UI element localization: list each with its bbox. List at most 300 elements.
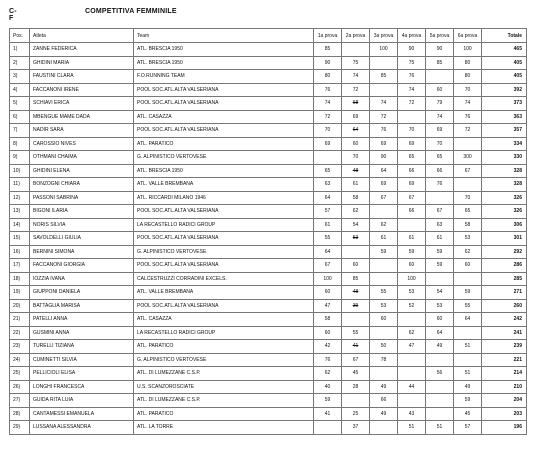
round-3-cell: 74 — [370, 97, 398, 111]
total-cell: 306 — [482, 218, 527, 232]
round-1-cell — [314, 421, 342, 435]
round-3-cell: 90 — [370, 151, 398, 165]
total-cell: 285 — [482, 272, 527, 286]
round-1-cell: 47 — [314, 299, 342, 313]
round-3-cell: 85 — [370, 70, 398, 84]
round-6-cell — [454, 326, 482, 340]
round-2-cell: 58 — [342, 191, 370, 205]
round-6-cell: 51 — [454, 367, 482, 381]
team-cell: G. ALPINISTICO VERTOVESE — [134, 245, 314, 259]
athlete-cell: TURELLI TIZIANA — [30, 340, 134, 354]
position-cell: 11) — [10, 178, 30, 192]
total-cell: 196 — [482, 421, 527, 435]
position-cell: 22) — [10, 326, 30, 340]
team-cell: ATL. DI LUMEZZANE C.S.P. — [134, 367, 314, 381]
round-6-cell: 51 — [454, 340, 482, 354]
round-2-cell: 75 — [342, 56, 370, 70]
col-header-round-6: 6a prova — [454, 29, 482, 43]
team-cell: POOL SOC.ATL.ALTA VALSERIANA — [134, 124, 314, 138]
table-row — [10, 56, 527, 70]
athlete-cell: CAROSSIO NIVES — [30, 137, 134, 151]
round-2-cell — [342, 43, 370, 57]
round-1-cell: 62 — [314, 367, 342, 381]
standings-body — [10, 43, 527, 435]
round-5-cell: 85 — [426, 56, 454, 70]
round-2-cell: 53 — [342, 232, 370, 246]
round-2-cell: 45 — [342, 367, 370, 381]
round-3-cell: 53 — [370, 299, 398, 313]
round-3-cell: 61 — [370, 232, 398, 246]
position-cell: 28) — [10, 407, 30, 421]
round-2-cell: 74 — [342, 70, 370, 84]
table-row — [10, 272, 527, 286]
total-cell: 328 — [482, 164, 527, 178]
round-3-cell — [370, 367, 398, 381]
table-row — [10, 407, 527, 421]
round-2-cell: 54 — [342, 218, 370, 232]
total-cell: 357 — [482, 124, 527, 138]
team-cell: ATL. BRESCIA 1950 — [134, 56, 314, 70]
round-6-cell: 49 — [454, 380, 482, 394]
round-1-cell: 80 — [314, 70, 342, 84]
round-2-cell: 72 — [342, 83, 370, 97]
round-1-cell: 60 — [314, 326, 342, 340]
round-4-cell: 59 — [398, 245, 426, 259]
team-cell: LA RECASTELLO RADICI GROUP — [134, 218, 314, 232]
total-cell: 334 — [482, 137, 527, 151]
team-cell: POOL SOC.ATL.ALTA VALSERIANA — [134, 259, 314, 273]
round-5-cell: 54 — [426, 286, 454, 300]
round-2-cell: 62 — [342, 205, 370, 219]
round-1-cell: 100 — [314, 272, 342, 286]
round-1-cell: 67 — [314, 259, 342, 273]
round-5-cell: 56 — [426, 367, 454, 381]
round-6-cell: 53 — [454, 232, 482, 246]
round-6-cell: 55 — [454, 299, 482, 313]
team-cell: ATL. PARATICO — [134, 407, 314, 421]
round-2-cell: 70 — [342, 151, 370, 165]
round-3-cell: 100 — [370, 43, 398, 57]
round-5-cell — [426, 353, 454, 367]
position-cell: 24) — [10, 353, 30, 367]
round-4-cell: 43 — [398, 407, 426, 421]
total-cell: 301 — [482, 232, 527, 246]
table-row — [10, 83, 527, 97]
round-6-cell: 59 — [454, 394, 482, 408]
table-row — [10, 353, 527, 367]
team-cell: ATL. DI LUMEZZANE C.S.P. — [134, 394, 314, 408]
table-row — [10, 259, 527, 273]
position-cell: 1) — [10, 43, 30, 57]
position-cell: 3) — [10, 70, 30, 84]
round-3-cell: 59 — [370, 245, 398, 259]
position-cell: 12) — [10, 191, 30, 205]
position-cell: 2) — [10, 56, 30, 70]
round-6-cell: 59 — [454, 286, 482, 300]
team-cell: POOL SOC.ATL.ALTA VALSERIANA — [134, 83, 314, 97]
round-5-cell: 51 — [426, 421, 454, 435]
athlete-cell: BONZOGNI CHIARA — [30, 178, 134, 192]
round-1-cell: 40 — [314, 380, 342, 394]
total-cell: 221 — [482, 353, 527, 367]
round-3-cell: 69 — [370, 178, 398, 192]
round-6-cell — [454, 178, 482, 192]
round-5-cell: 61 — [426, 232, 454, 246]
round-2-cell — [342, 394, 370, 408]
table-row — [10, 313, 527, 327]
total-cell: 242 — [482, 313, 527, 327]
round-1-cell: 64 — [314, 191, 342, 205]
athlete-cell: NADIR SARA — [30, 124, 134, 138]
round-4-cell — [398, 110, 426, 124]
athlete-cell: GHIDINI ELENA — [30, 164, 134, 178]
round-3-cell: 55 — [370, 286, 398, 300]
round-5-cell: 64 — [426, 326, 454, 340]
team-cell: ATL. RICCARDI MILANO 1946 — [134, 191, 314, 205]
total-cell: 241 — [482, 326, 527, 340]
round-3-cell: 76 — [370, 124, 398, 138]
athlete-cell: OTHMANI CHAIMA — [30, 151, 134, 165]
position-cell: 4) — [10, 83, 30, 97]
position-cell: 20) — [10, 299, 30, 313]
round-6-cell: 45 — [454, 407, 482, 421]
total-cell: 405 — [482, 56, 527, 70]
round-6-cell: 62 — [454, 245, 482, 259]
athlete-cell: BERNINI SIMONA — [30, 245, 134, 259]
round-3-cell: 50 — [370, 340, 398, 354]
round-3-cell: 78 — [370, 353, 398, 367]
position-cell: 21) — [10, 313, 30, 327]
round-2-cell: 61 — [342, 178, 370, 192]
round-6-cell: 65 — [454, 205, 482, 219]
table-row — [10, 43, 527, 57]
position-cell: 14) — [10, 218, 30, 232]
total-cell: 328 — [482, 178, 527, 192]
round-4-cell: 74 — [398, 83, 426, 97]
round-5-cell: 70 — [426, 137, 454, 151]
athlete-cell: FACCANONI GIORGIA — [30, 259, 134, 273]
team-cell: ATL. CASAZZA — [134, 313, 314, 327]
position-cell: 29) — [10, 421, 30, 435]
position-cell: 19) — [10, 286, 30, 300]
table-row — [10, 245, 527, 259]
round-2-cell: 67 — [342, 353, 370, 367]
table-row — [10, 70, 527, 84]
athlete-cell: LONGHI FRANCESCA — [30, 380, 134, 394]
round-5-cell: 60 — [426, 313, 454, 327]
round-5-cell: 66 — [426, 164, 454, 178]
team-cell: ATL. BRESCIA 1950 — [134, 43, 314, 57]
table-row — [10, 299, 527, 313]
round-2-cell: 37 — [342, 421, 370, 435]
round-4-cell: 90 — [398, 43, 426, 57]
round-2-cell: 60 — [342, 259, 370, 273]
round-5-cell: 65 — [426, 151, 454, 165]
position-cell: 16) — [10, 245, 30, 259]
team-cell: POOL SOC.ATL.ALTA VALSERIANA — [134, 299, 314, 313]
table-row — [10, 326, 527, 340]
round-1-cell: 61 — [314, 218, 342, 232]
round-6-cell: 76 — [454, 110, 482, 124]
round-4-cell: 61 — [398, 232, 426, 246]
round-3-cell: 67 — [370, 191, 398, 205]
standings-table — [9, 28, 527, 435]
position-cell: 5) — [10, 97, 30, 111]
position-cell: 9) — [10, 151, 30, 165]
round-4-cell: 52 — [398, 299, 426, 313]
round-2-cell: 39 — [342, 299, 370, 313]
round-4-cell: 70 — [398, 124, 426, 138]
position-cell: 23) — [10, 340, 30, 354]
round-5-cell: 74 — [426, 110, 454, 124]
round-3-cell: 49 — [370, 407, 398, 421]
total-cell: 286 — [482, 259, 527, 273]
team-cell: POOL SOC.ATL.ALTA VALSERIANA — [134, 232, 314, 246]
round-4-cell: 53 — [398, 286, 426, 300]
round-3-cell — [370, 326, 398, 340]
round-2-cell: 28 — [342, 380, 370, 394]
round-2-cell: 41 — [342, 340, 370, 354]
round-6-cell: 72 — [454, 124, 482, 138]
total-cell: 326 — [482, 205, 527, 219]
round-5-cell — [426, 272, 454, 286]
col-header-total: Totale — [482, 29, 527, 43]
position-cell: 26) — [10, 380, 30, 394]
total-cell: 239 — [482, 340, 527, 354]
position-cell: 25) — [10, 367, 30, 381]
round-3-cell — [370, 259, 398, 273]
round-5-cell: 63 — [426, 218, 454, 232]
round-1-cell: 55 — [314, 232, 342, 246]
round-3-cell: 60 — [370, 313, 398, 327]
table-row — [10, 380, 527, 394]
round-3-cell: 64 — [370, 164, 398, 178]
round-1-cell: 64 — [314, 245, 342, 259]
table-row — [10, 286, 527, 300]
col-header-pos: Pos. — [10, 29, 30, 43]
round-4-cell — [398, 394, 426, 408]
position-cell: 7) — [10, 124, 30, 138]
round-1-cell: 60 — [314, 286, 342, 300]
athlete-cell: PATELLI ANNA — [30, 313, 134, 327]
round-1-cell: 65 — [314, 164, 342, 178]
round-6-cell: 70 — [454, 83, 482, 97]
position-cell: 13) — [10, 205, 30, 219]
round-5-cell — [426, 191, 454, 205]
round-5-cell — [426, 70, 454, 84]
team-cell: ATL. VALLE BREMBANA — [134, 178, 314, 192]
athlete-cell: PASSONI SABRINA — [30, 191, 134, 205]
col-header-round-3: 3a prova — [370, 29, 398, 43]
round-6-cell: 80 — [454, 70, 482, 84]
round-1-cell: 69 — [314, 137, 342, 151]
round-2-cell: 48 — [342, 164, 370, 178]
round-2-cell — [342, 245, 370, 259]
athlete-cell: IOZZIA IVANA — [30, 272, 134, 286]
athlete-cell: CANTAMESSI EMANUELA — [30, 407, 134, 421]
table-row — [10, 124, 527, 138]
round-1-cell: 72 — [314, 110, 342, 124]
round-3-cell — [370, 56, 398, 70]
team-cell: LA RECASTELLO RADICI GROUP — [134, 326, 314, 340]
team-cell: G. ALPINISTICO VERTOVESE — [134, 151, 314, 165]
round-1-cell: 63 — [314, 178, 342, 192]
round-6-cell — [454, 137, 482, 151]
round-5-cell: 49 — [426, 340, 454, 354]
athlete-cell: BATTAGLIA MARISA — [30, 299, 134, 313]
round-4-cell: 69 — [398, 178, 426, 192]
round-3-cell — [370, 272, 398, 286]
team-cell: U.S. SCANZOROSCIATE — [134, 380, 314, 394]
athlete-cell: FAUSTINI CLARA — [30, 70, 134, 84]
round-6-cell: 57 — [454, 421, 482, 435]
total-cell: 373 — [482, 97, 527, 111]
position-cell: 10) — [10, 164, 30, 178]
table-row — [10, 340, 527, 354]
round-6-cell: 70 — [454, 191, 482, 205]
athlete-cell: SAVOLDELLI GIULIA — [30, 232, 134, 246]
round-6-cell: 67 — [454, 164, 482, 178]
athlete-cell: GHIDINI MARIA — [30, 56, 134, 70]
table-row — [10, 164, 527, 178]
round-2-cell: 60 — [342, 137, 370, 151]
round-5-cell: 90 — [426, 43, 454, 57]
athlete-cell: LUSSANA ALESSANDRA — [30, 421, 134, 435]
round-4-cell: 65 — [398, 151, 426, 165]
round-2-cell: 69 — [342, 110, 370, 124]
round-4-cell: 75 — [398, 56, 426, 70]
round-6-cell: 80 — [454, 56, 482, 70]
round-4-cell: 66 — [398, 164, 426, 178]
round-4-cell — [398, 367, 426, 381]
position-cell: 18) — [10, 272, 30, 286]
category-code: C-F — [9, 8, 17, 22]
round-4-cell — [398, 313, 426, 327]
position-cell: 17) — [10, 259, 30, 273]
round-2-cell: 55 — [342, 326, 370, 340]
team-cell: POOL SOC.ATL.ALTA VALSERIANA — [134, 97, 314, 111]
round-4-cell: 62 — [398, 326, 426, 340]
round-3-cell — [370, 83, 398, 97]
table-header-row — [10, 29, 527, 43]
total-cell: 260 — [482, 299, 527, 313]
round-1-cell — [314, 151, 342, 165]
table-row — [10, 178, 527, 192]
table-row — [10, 421, 527, 435]
athlete-cell: GUIDA RITA LUIA — [30, 394, 134, 408]
total-cell: 363 — [482, 110, 527, 124]
round-1-cell: 76 — [314, 83, 342, 97]
team-cell: ATL. LA TORRE — [134, 421, 314, 435]
athlete-cell: FACCANONI IRENE — [30, 83, 134, 97]
total-cell: 465 — [482, 43, 527, 57]
total-cell: 204 — [482, 394, 527, 408]
athlete-cell: ZANNE FEDERICA — [30, 43, 134, 57]
round-5-cell: 59 — [426, 245, 454, 259]
round-1-cell: 76 — [314, 353, 342, 367]
total-cell: 214 — [482, 367, 527, 381]
team-cell: ATL. PARATICO — [134, 340, 314, 354]
team-cell: G. ALPINISTICO VERTOVESE — [134, 353, 314, 367]
athlete-cell: PELLICIOLI ELISA — [30, 367, 134, 381]
round-2-cell — [342, 313, 370, 327]
round-5-cell: 60 — [426, 83, 454, 97]
round-2-cell: 25 — [342, 407, 370, 421]
round-2-cell: 64 — [342, 124, 370, 138]
table-row — [10, 232, 527, 246]
round-5-cell: 79 — [426, 97, 454, 111]
round-4-cell: 72 — [398, 97, 426, 111]
athlete-cell: SCHIAVI ERICA — [30, 97, 134, 111]
round-4-cell — [398, 353, 426, 367]
team-cell: POOL SOC.ATL.ALTA VALSERIANA — [134, 205, 314, 219]
round-3-cell: 69 — [370, 137, 398, 151]
round-3-cell — [370, 205, 398, 219]
team-cell: ATL. PARATICO — [134, 137, 314, 151]
total-cell: 326 — [482, 191, 527, 205]
round-3-cell: 66 — [370, 394, 398, 408]
round-5-cell: 67 — [426, 205, 454, 219]
total-cell: 210 — [482, 380, 527, 394]
table-row — [10, 205, 527, 219]
round-4-cell: 69 — [398, 137, 426, 151]
athlete-cell: CUMINETTI SILVIA — [30, 353, 134, 367]
total-cell: 203 — [482, 407, 527, 421]
position-cell: 15) — [10, 232, 30, 246]
round-1-cell: 41 — [314, 407, 342, 421]
athlete-cell: GIUPPONI DANIELA — [30, 286, 134, 300]
round-6-cell — [454, 353, 482, 367]
table-row — [10, 137, 527, 151]
round-4-cell: 60 — [398, 259, 426, 273]
round-3-cell: 49 — [370, 380, 398, 394]
athlete-cell: NORIS SILVIA — [30, 218, 134, 232]
total-cell: 271 — [482, 286, 527, 300]
team-cell: ATL. VALLE BREMBANA — [134, 286, 314, 300]
table-row — [10, 151, 527, 165]
round-5-cell — [426, 380, 454, 394]
round-4-cell: 47 — [398, 340, 426, 354]
team-cell: ATL. BRESCIA 1950 — [134, 164, 314, 178]
round-5-cell — [426, 394, 454, 408]
col-header-round-5: 5a prova — [426, 29, 454, 43]
round-4-cell: 76 — [398, 70, 426, 84]
round-3-cell — [370, 421, 398, 435]
round-1-cell: 58 — [314, 313, 342, 327]
round-4-cell: 67 — [398, 191, 426, 205]
table-row — [10, 218, 527, 232]
round-1-cell: 57 — [314, 205, 342, 219]
team-cell: ATL. CASAZZA — [134, 110, 314, 124]
col-header-round-4: 4a prova — [398, 29, 426, 43]
col-header-athlete: Atleta — [30, 29, 134, 43]
round-1-cell: 74 — [314, 97, 342, 111]
total-cell: 392 — [482, 83, 527, 97]
col-header-team: Team — [134, 29, 314, 43]
athlete-cell: GUSMINI ANNA — [30, 326, 134, 340]
team-cell: F.O.RUNNING TEAM — [134, 70, 314, 84]
col-header-round-2: 2a prova — [342, 29, 370, 43]
round-1-cell: 59 — [314, 394, 342, 408]
total-cell: 292 — [482, 245, 527, 259]
round-4-cell: 51 — [398, 421, 426, 435]
round-2-cell: 68 — [342, 97, 370, 111]
round-5-cell: 76 — [426, 178, 454, 192]
table-row — [10, 97, 527, 111]
round-6-cell: 64 — [454, 313, 482, 327]
round-3-cell: 72 — [370, 110, 398, 124]
table-row — [10, 110, 527, 124]
